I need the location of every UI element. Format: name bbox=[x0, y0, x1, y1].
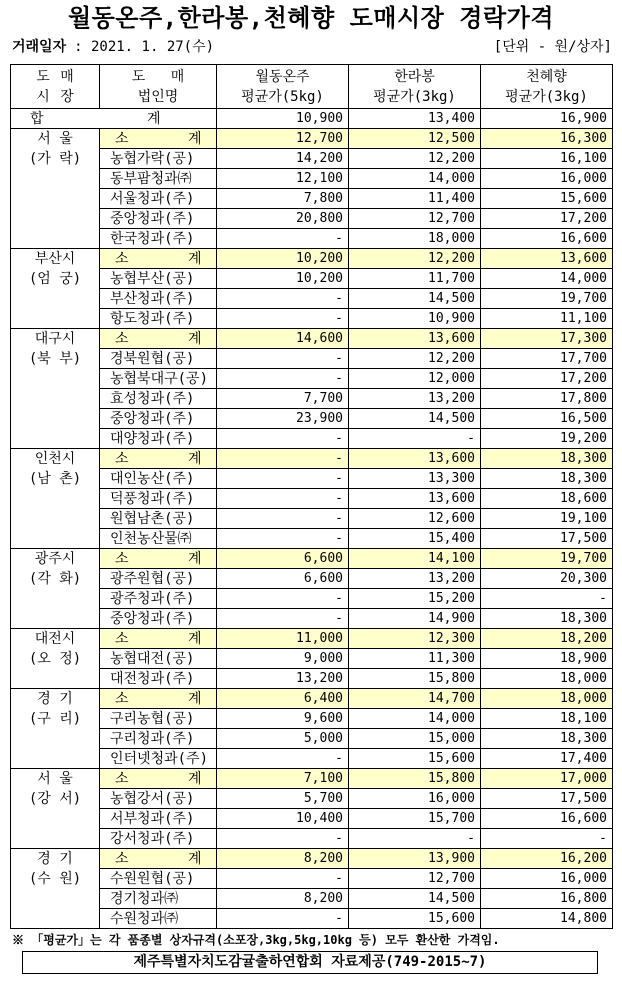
price-value: - bbox=[217, 909, 349, 929]
market-name-line2: (가 락) bbox=[28, 151, 82, 167]
subtotal-value: 18,300 bbox=[481, 449, 613, 469]
price-value: 13,200 bbox=[217, 669, 349, 689]
price-value: 5,000 bbox=[217, 729, 349, 749]
price-value: 12,700 bbox=[349, 209, 481, 229]
price-value: - bbox=[349, 829, 481, 849]
company-row bbox=[11, 709, 613, 729]
price-value: 16,600 bbox=[481, 229, 613, 249]
price-value: 18,300 bbox=[481, 609, 613, 629]
price-value: 17,800 bbox=[481, 389, 613, 409]
subtotal-row bbox=[11, 849, 613, 869]
market-name-cell bbox=[11, 249, 100, 329]
price-value: 14,500 bbox=[349, 409, 481, 429]
price-value: 14,200 bbox=[217, 149, 349, 169]
price-value: 14,800 bbox=[481, 909, 613, 929]
price-value: 19,100 bbox=[481, 509, 613, 529]
company-name: 원협남촌(공) bbox=[100, 509, 217, 529]
subtotal-label: 소 계 bbox=[100, 329, 217, 349]
company-name: 중앙청과(주) bbox=[100, 209, 217, 229]
price-value: - bbox=[217, 429, 349, 449]
price-value: - bbox=[481, 829, 613, 849]
header-market bbox=[11, 65, 100, 109]
price-value: 16,000 bbox=[349, 789, 481, 809]
price-value: 10,200 bbox=[217, 269, 349, 289]
price-value: - bbox=[349, 429, 481, 449]
company-name: 부산청과(주) bbox=[100, 289, 217, 309]
subtotal-value: 12,300 bbox=[349, 629, 481, 649]
header-market-line2: 시 장 bbox=[36, 88, 74, 105]
company-name: 농협강서(공) bbox=[100, 789, 217, 809]
header-winter-mandarin-line2: 평균가(5kg) bbox=[241, 88, 324, 105]
price-value: 14,000 bbox=[349, 169, 481, 189]
market-name-cell bbox=[11, 689, 100, 769]
price-value: 17,200 bbox=[481, 369, 613, 389]
price-value: - bbox=[217, 529, 349, 549]
source-box: 제주특별자치도감귤출하연합회 자료제공(749-2015~7) bbox=[22, 951, 598, 974]
company-name: 경기청과㈜ bbox=[100, 889, 217, 909]
subtotal-label: 소 계 bbox=[100, 129, 217, 149]
price-value: 12,100 bbox=[217, 169, 349, 189]
price-value: 7,800 bbox=[217, 189, 349, 209]
company-row bbox=[11, 389, 613, 409]
price-value: - bbox=[481, 589, 613, 609]
price-value: 15,800 bbox=[349, 669, 481, 689]
subtotal-value: 14,700 bbox=[349, 689, 481, 709]
company-row bbox=[11, 749, 613, 769]
subtotal-value: 6,600 bbox=[217, 549, 349, 569]
header-hallabong-line2: 평균가(3kg) bbox=[373, 88, 456, 105]
market-name-cell bbox=[11, 549, 100, 629]
company-row bbox=[11, 489, 613, 509]
price-value: 12,200 bbox=[349, 149, 481, 169]
price-value: 14,500 bbox=[349, 889, 481, 909]
price-value: 15,700 bbox=[349, 809, 481, 829]
price-value: 13,300 bbox=[349, 469, 481, 489]
company-name: 수원청과㈜ bbox=[100, 909, 217, 929]
price-value: 12,700 bbox=[349, 869, 481, 889]
price-value: 7,700 bbox=[217, 389, 349, 409]
company-name: 인터넷청과(주) bbox=[100, 749, 217, 769]
price-value: 16,600 bbox=[481, 809, 613, 829]
company-name: 동부팜청과㈜ bbox=[100, 169, 217, 189]
market-name-line1: 대구시 bbox=[34, 331, 76, 347]
subtotal-row bbox=[11, 329, 613, 349]
price-value: - bbox=[217, 829, 349, 849]
price-value: - bbox=[217, 609, 349, 629]
company-row bbox=[11, 809, 613, 829]
company-row bbox=[11, 889, 613, 909]
company-row bbox=[11, 609, 613, 629]
market-name-line2: (강 서) bbox=[28, 791, 82, 807]
company-row bbox=[11, 649, 613, 669]
price-value: - bbox=[217, 749, 349, 769]
company-row bbox=[11, 429, 613, 449]
price-value: 19,700 bbox=[481, 289, 613, 309]
company-name: 농협북대구(공) bbox=[100, 369, 217, 389]
subtotal-value: 6,400 bbox=[217, 689, 349, 709]
header-company-line2: 법인명 bbox=[137, 88, 179, 105]
price-value: 18,600 bbox=[481, 489, 613, 509]
price-value: - bbox=[217, 489, 349, 509]
price-value: 14,000 bbox=[349, 709, 481, 729]
market-name-line2: (수 원) bbox=[28, 871, 82, 887]
company-name: 구리청과(주) bbox=[100, 729, 217, 749]
company-row bbox=[11, 209, 613, 229]
subtotal-value: 17,000 bbox=[481, 769, 613, 789]
company-row bbox=[11, 909, 613, 929]
price-value: 8,200 bbox=[217, 889, 349, 909]
company-name: 한국청과(주) bbox=[100, 229, 217, 249]
company-row bbox=[11, 289, 613, 309]
price-value: 15,000 bbox=[349, 729, 481, 749]
subtotal-label: 소 계 bbox=[100, 689, 217, 709]
subtotal-value: 12,500 bbox=[349, 129, 481, 149]
company-name: 덕풍청과(주) bbox=[100, 489, 217, 509]
header-cheonhyehyang-line2: 평균가(3kg) bbox=[505, 88, 588, 105]
subtotal-value: 11,000 bbox=[217, 629, 349, 649]
market-name-line1: 서 울 bbox=[37, 131, 73, 147]
company-name: 효성청과(주) bbox=[100, 389, 217, 409]
company-name: 농협대전(공) bbox=[100, 649, 217, 669]
unit-label: [단위 - 원/상자] bbox=[493, 39, 612, 55]
price-value: - bbox=[217, 289, 349, 309]
market-name-cell bbox=[11, 449, 100, 549]
price-value: 18,100 bbox=[481, 709, 613, 729]
price-value: 10,400 bbox=[217, 809, 349, 829]
price-value: 16,100 bbox=[481, 149, 613, 169]
price-value: 18,000 bbox=[349, 229, 481, 249]
price-value: 15,600 bbox=[349, 749, 481, 769]
price-value: 17,500 bbox=[481, 789, 613, 809]
company-row bbox=[11, 789, 613, 809]
company-name: 경북원협(공) bbox=[100, 349, 217, 369]
company-row bbox=[11, 149, 613, 169]
company-row bbox=[11, 349, 613, 369]
price-value: - bbox=[217, 509, 349, 529]
subtotal-value: 13,900 bbox=[349, 849, 481, 869]
company-name: 광주청과(주) bbox=[100, 589, 217, 609]
price-value: 13,200 bbox=[349, 389, 481, 409]
company-name: 농협가락(공) bbox=[100, 149, 217, 169]
total-value: 10,900 bbox=[217, 109, 349, 129]
company-row bbox=[11, 729, 613, 749]
subtotal-value: 15,800 bbox=[349, 769, 481, 789]
company-name: 수원원협(공) bbox=[100, 869, 217, 889]
company-name: 농협부산(공) bbox=[100, 269, 217, 289]
header-cheonhyehyang bbox=[481, 65, 613, 109]
price-value: - bbox=[217, 369, 349, 389]
subtotal-value: 16,300 bbox=[481, 129, 613, 149]
market-name-line2: (남 촌) bbox=[28, 471, 82, 487]
company-row bbox=[11, 229, 613, 249]
market-name-cell bbox=[11, 769, 100, 849]
price-value: 13,200 bbox=[349, 569, 481, 589]
company-row bbox=[11, 669, 613, 689]
price-value: - bbox=[217, 229, 349, 249]
company-name: 항도청과(주) bbox=[100, 309, 217, 329]
market-name-cell bbox=[11, 849, 100, 929]
market-name-line1: 경 기 bbox=[37, 851, 73, 867]
subtotal-value: 18,000 bbox=[481, 689, 613, 709]
company-name: 인천농산물㈜ bbox=[100, 529, 217, 549]
subtotal-value: 12,700 bbox=[217, 129, 349, 149]
price-value: 14,900 bbox=[349, 609, 481, 629]
company-row bbox=[11, 309, 613, 329]
market-name-line1: 부산시 bbox=[34, 251, 76, 267]
market-name-line2: (구 리) bbox=[28, 711, 82, 727]
company-row bbox=[11, 529, 613, 549]
price-value: 16,000 bbox=[481, 869, 613, 889]
subtotal-value: 19,700 bbox=[481, 549, 613, 569]
subtotal-label: 소 계 bbox=[100, 769, 217, 789]
price-value: 11,100 bbox=[481, 309, 613, 329]
price-value: 12,200 bbox=[349, 349, 481, 369]
price-value: 18,300 bbox=[481, 469, 613, 489]
subtotal-label: 소 계 bbox=[100, 249, 217, 269]
company-row bbox=[11, 509, 613, 529]
subtotal-row bbox=[11, 129, 613, 149]
price-value: 12,600 bbox=[349, 509, 481, 529]
market-name-line1: 인천시 bbox=[34, 451, 76, 467]
subtotal-value: 7,100 bbox=[217, 769, 349, 789]
footnote: ※ 「평균가」는 각 품종별 상자규격(소포장,3kg,5kg,10kg 등) 모두 환산한 가격임. bbox=[12, 933, 500, 947]
market-name-line2: (각 화) bbox=[28, 571, 82, 587]
company-name: 대인농산(주) bbox=[100, 469, 217, 489]
market-name-line1: 대전시 bbox=[34, 631, 76, 647]
price-value: 15,600 bbox=[349, 909, 481, 929]
price-value: - bbox=[217, 349, 349, 369]
header-winter-mandarin-line1: 월동온주 bbox=[255, 68, 310, 85]
subtotal-value: 13,600 bbox=[349, 449, 481, 469]
market-name-line1: 서 울 bbox=[37, 771, 73, 787]
market-name-cell bbox=[11, 329, 100, 449]
page-title: 월동온주,한라봉,천혜향 도매시장 경락가격 bbox=[67, 4, 555, 32]
price-value: 18,300 bbox=[481, 729, 613, 749]
subtotal-label: 소 계 bbox=[100, 449, 217, 469]
subtotal-row bbox=[11, 549, 613, 569]
price-value: 19,200 bbox=[481, 429, 613, 449]
price-value: 11,300 bbox=[349, 649, 481, 669]
subtotal-row bbox=[11, 629, 613, 649]
header-company-line1: 도 매 bbox=[131, 68, 185, 85]
price-value: 14,500 bbox=[349, 289, 481, 309]
company-name: 서부청과(주) bbox=[100, 809, 217, 829]
meta-row bbox=[12, 37, 612, 57]
subtotal-label: 소 계 bbox=[100, 549, 217, 569]
subtotal-value: 13,600 bbox=[349, 329, 481, 349]
price-value: 15,600 bbox=[481, 189, 613, 209]
price-value: 14,000 bbox=[481, 269, 613, 289]
company-row bbox=[11, 409, 613, 429]
total-value: 16,900 bbox=[481, 109, 613, 129]
trade-date-label: 거래일자 bbox=[12, 39, 67, 55]
subtotal-value: 18,200 bbox=[481, 629, 613, 649]
price-value: - bbox=[217, 869, 349, 889]
price-value: 23,900 bbox=[217, 409, 349, 429]
total-label: 합 계 bbox=[11, 109, 217, 129]
company-name: 광주원협(공) bbox=[100, 569, 217, 589]
company-name: 서울청과(주) bbox=[100, 189, 217, 209]
company-name: 중앙청과(주) bbox=[100, 409, 217, 429]
price-value: 5,700 bbox=[217, 789, 349, 809]
trade-date-value: : 2021. 1. 27(수) bbox=[74, 39, 215, 55]
price-value: 17,400 bbox=[481, 749, 613, 769]
price-value: - bbox=[217, 309, 349, 329]
subtotal-value: 14,600 bbox=[217, 329, 349, 349]
market-name-cell bbox=[11, 629, 100, 689]
header-hallabong-line1: 한라봉 bbox=[394, 68, 435, 85]
price-value: 9,600 bbox=[217, 709, 349, 729]
price-value: 17,500 bbox=[481, 529, 613, 549]
company-row bbox=[11, 169, 613, 189]
company-name: 대양청과(주) bbox=[100, 429, 217, 449]
company-row bbox=[11, 829, 613, 849]
company-name: 구리농협(공) bbox=[100, 709, 217, 729]
header-winter-mandarin bbox=[217, 65, 349, 109]
subtotal-row bbox=[11, 689, 613, 709]
price-value: - bbox=[217, 589, 349, 609]
subtotal-value: - bbox=[217, 449, 349, 469]
company-name: 대전청과(주) bbox=[100, 669, 217, 689]
company-row bbox=[11, 569, 613, 589]
price-value: 20,800 bbox=[217, 209, 349, 229]
price-value: 16,800 bbox=[481, 889, 613, 909]
price-value: 11,700 bbox=[349, 269, 481, 289]
price-value: 20,300 bbox=[481, 569, 613, 589]
price-value: 12,000 bbox=[349, 369, 481, 389]
total-value: 13,400 bbox=[349, 109, 481, 129]
price-value: 16,000 bbox=[481, 169, 613, 189]
price-value: 18,900 bbox=[481, 649, 613, 669]
market-name-line2: (엄 궁) bbox=[28, 271, 82, 287]
company-row bbox=[11, 369, 613, 389]
price-value: 15,200 bbox=[349, 589, 481, 609]
header-hallabong bbox=[349, 65, 481, 109]
subtotal-value: 12,200 bbox=[349, 249, 481, 269]
price-value: 6,600 bbox=[217, 569, 349, 589]
price-table bbox=[10, 64, 613, 929]
company-row bbox=[11, 189, 613, 209]
price-value: 9,000 bbox=[217, 649, 349, 669]
price-value: 17,200 bbox=[481, 209, 613, 229]
company-row bbox=[11, 269, 613, 289]
company-name: 중앙청과(주) bbox=[100, 609, 217, 629]
header-cheonhyehyang-line1: 천혜향 bbox=[526, 68, 567, 85]
price-value: - bbox=[217, 469, 349, 489]
subtotal-label: 소 계 bbox=[100, 629, 217, 649]
table-body bbox=[11, 109, 613, 929]
market-name-line1: 광주시 bbox=[34, 551, 76, 567]
subtotal-value: 8,200 bbox=[217, 849, 349, 869]
market-name-line1: 경 기 bbox=[37, 691, 73, 707]
subtotal-label: 소 계 bbox=[100, 849, 217, 869]
price-value: 17,700 bbox=[481, 349, 613, 369]
price-value: 11,400 bbox=[349, 189, 481, 209]
price-value: 15,400 bbox=[349, 529, 481, 549]
price-value: 16,500 bbox=[481, 409, 613, 429]
market-name-line2: (북 부) bbox=[28, 351, 82, 367]
header-row bbox=[11, 65, 613, 109]
total-row bbox=[11, 109, 613, 129]
subtotal-row bbox=[11, 249, 613, 269]
header-market-line1: 도 매 bbox=[36, 68, 74, 85]
company-row bbox=[11, 469, 613, 489]
company-row bbox=[11, 589, 613, 609]
market-name-line2: (오 정) bbox=[28, 651, 82, 667]
subtotal-row bbox=[11, 769, 613, 789]
header-company bbox=[100, 65, 217, 109]
price-value: 18,000 bbox=[481, 669, 613, 689]
subtotal-value: 10,200 bbox=[217, 249, 349, 269]
subtotal-value: 17,300 bbox=[481, 329, 613, 349]
company-name: 강서청과(주) bbox=[100, 829, 217, 849]
subtotal-value: 14,100 bbox=[349, 549, 481, 569]
price-value: 13,600 bbox=[349, 489, 481, 509]
subtotal-row bbox=[11, 449, 613, 469]
company-row bbox=[11, 869, 613, 889]
subtotal-value: 16,200 bbox=[481, 849, 613, 869]
market-name-cell bbox=[11, 129, 100, 249]
price-value: 10,900 bbox=[349, 309, 481, 329]
subtotal-value: 13,600 bbox=[481, 249, 613, 269]
